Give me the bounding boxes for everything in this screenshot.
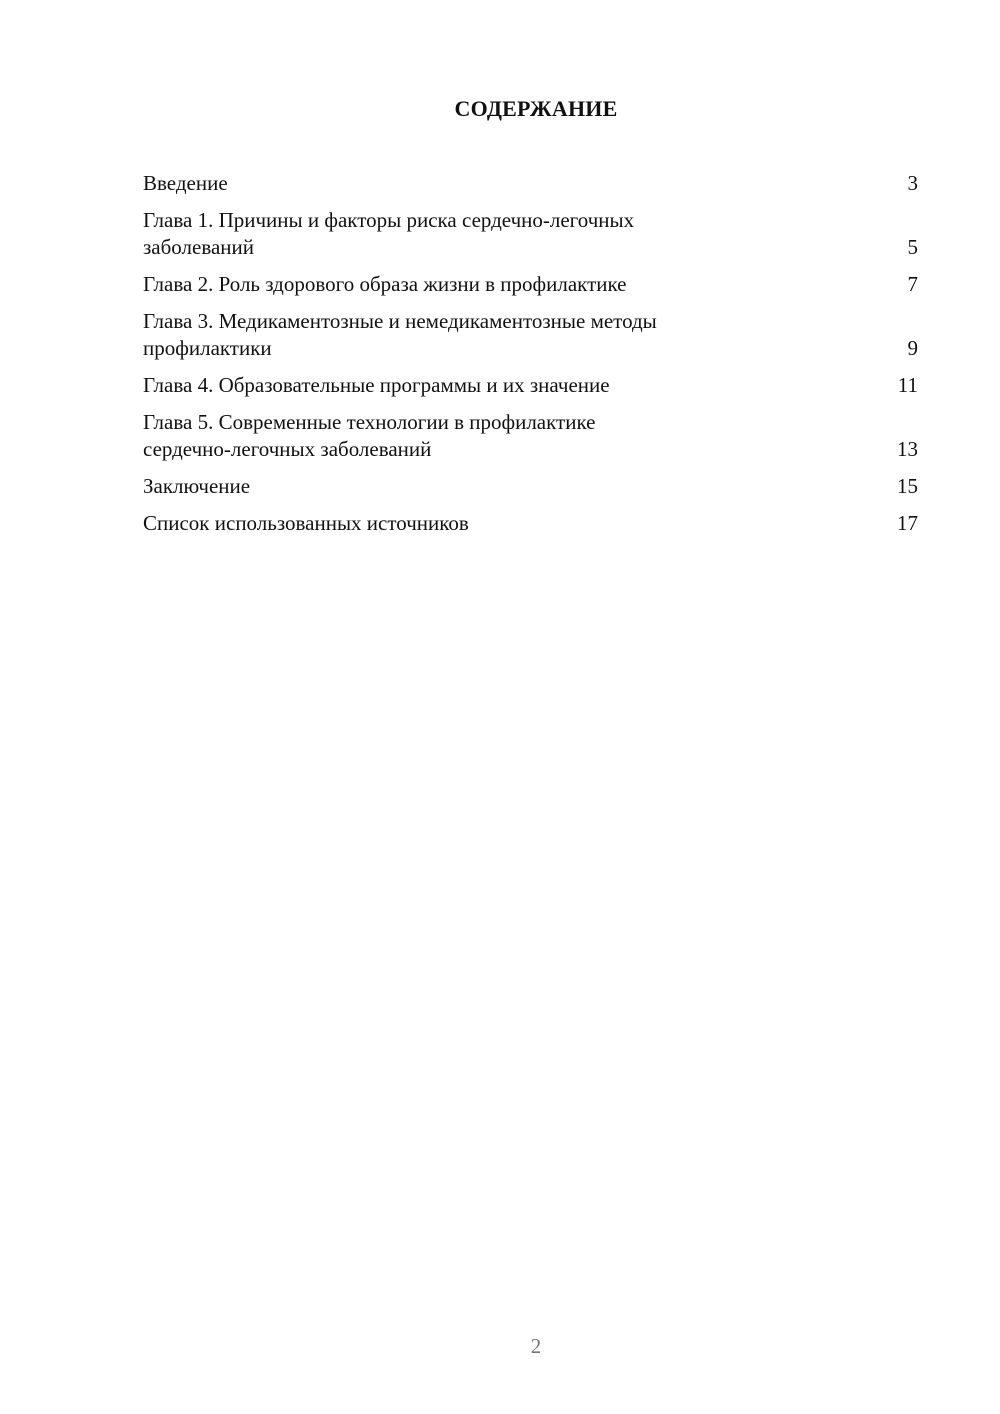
toc-entry-chapter-5[interactable]	[143, 409, 918, 463]
page-title: СОДЕРЖАНИЕ	[454, 96, 618, 121]
toc-entry-label	[143, 271, 763, 298]
toc-entry-references[interactable]	[143, 510, 918, 537]
table-of-contents	[143, 170, 918, 547]
toc-entry-label-line: сердечно-легочных заболеваний	[143, 437, 432, 461]
toc-entry-label	[143, 409, 763, 463]
toc-entry-label-line: Глава 4. Образовательные программы и их значение	[143, 373, 610, 397]
toc-entry-page-number: 7	[907, 272, 918, 296]
toc-entry-page-number: 13	[897, 437, 918, 461]
toc-entry-label	[143, 308, 763, 362]
toc-entry-page-number: 3	[907, 171, 918, 195]
toc-entry-label	[143, 510, 763, 537]
toc-entry-label	[143, 473, 763, 500]
toc-entry-conclusion[interactable]	[143, 473, 918, 500]
toc-entry-label-line: Список использованных источников	[143, 511, 469, 535]
toc-entry-page-number: 9	[907, 336, 918, 360]
toc-entry-chapter-4[interactable]	[143, 372, 918, 399]
toc-entry-label-line: Заключение	[143, 474, 251, 498]
toc-entry-chapter-3[interactable]	[143, 308, 918, 362]
toc-entry-page-number: 15	[897, 474, 918, 498]
toc-entry-label-line: профилактики	[143, 336, 272, 360]
toc-entry-label-line: Введение	[143, 171, 228, 195]
toc-entry-label-line: заболеваний	[143, 235, 254, 259]
toc-entry-introduction[interactable]	[143, 170, 918, 197]
toc-entry-label-line: Глава 1. Причины и факторы риска сердечно-легочных	[143, 208, 635, 232]
toc-entry-label-line: Глава 3. Медикаментозные и немедикаментозные методы	[143, 309, 657, 333]
toc-entry-chapter-2[interactable]	[143, 271, 918, 298]
toc-entry-label	[143, 170, 763, 197]
toc-entry-label-line: Глава 2. Роль здорового образа жизни в профилактике	[143, 272, 627, 296]
toc-entry-label	[143, 372, 763, 399]
page-number-footer: 2	[530, 1334, 542, 1358]
toc-entry-label	[143, 207, 763, 261]
toc-entry-chapter-1[interactable]	[143, 207, 918, 261]
toc-entry-page-number: 11	[897, 373, 918, 397]
toc-entry-label-line: Глава 5. Современные технологии в профилактике	[143, 410, 596, 434]
toc-entry-page-number: 17	[897, 511, 918, 535]
toc-entry-page-number: 5	[907, 235, 918, 259]
